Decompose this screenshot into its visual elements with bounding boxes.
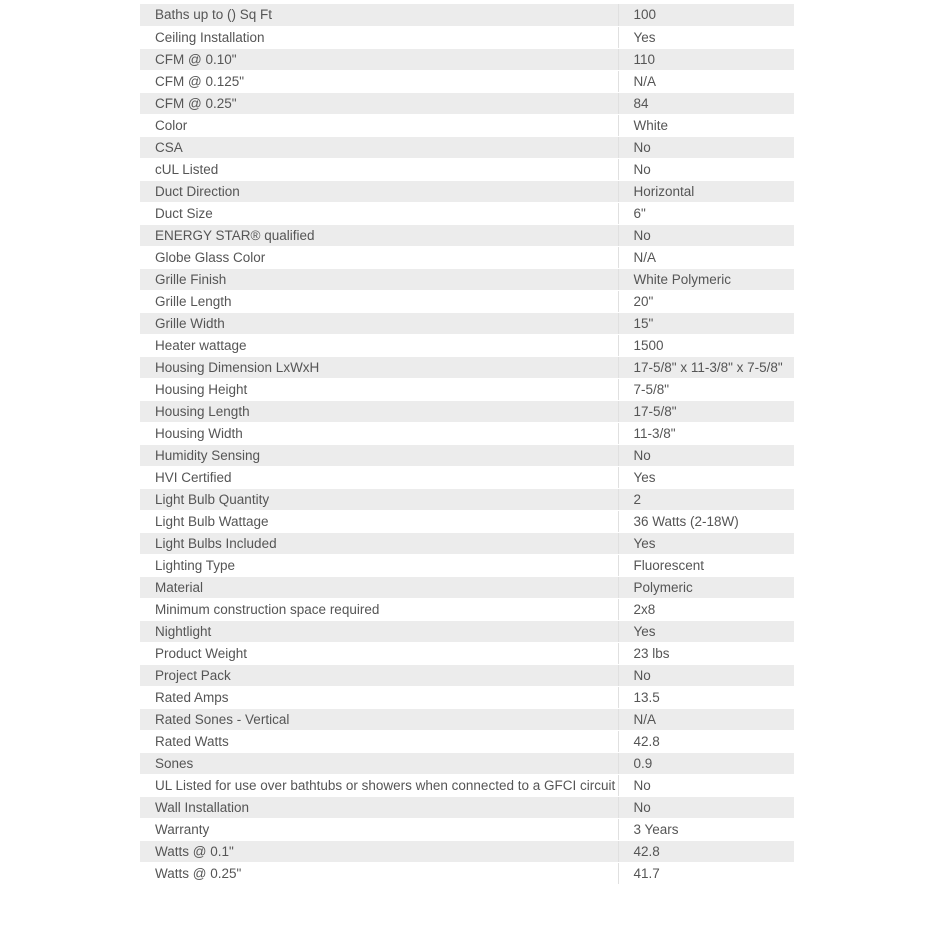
spec-row xyxy=(140,224,794,246)
spec-value: No xyxy=(618,158,794,180)
spec-value: Yes xyxy=(618,620,794,642)
spec-value: N/A xyxy=(618,246,794,268)
spec-row xyxy=(140,642,794,664)
spec-value: 110 xyxy=(618,48,794,70)
spec-label: Product Weight xyxy=(140,642,618,664)
spec-value: 1500 xyxy=(618,334,794,356)
spec-value: N/A xyxy=(618,70,794,92)
spec-label: cUL Listed xyxy=(140,158,618,180)
spec-row xyxy=(140,730,794,752)
spec-row xyxy=(140,554,794,576)
spec-label: Lighting Type xyxy=(140,554,618,576)
spec-row xyxy=(140,686,794,708)
spec-label: Rated Sones - Vertical xyxy=(140,708,618,730)
spec-label: Duct Direction xyxy=(140,180,618,202)
spec-label: Grille Width xyxy=(140,312,618,334)
spec-label: Material xyxy=(140,576,618,598)
spec-value: 6" xyxy=(618,202,794,224)
spec-label: Housing Length xyxy=(140,400,618,422)
spec-label: CFM @ 0.10" xyxy=(140,48,618,70)
spec-row xyxy=(140,532,794,554)
spec-label: Watts @ 0.25" xyxy=(140,862,618,884)
spec-value: 84 xyxy=(618,92,794,114)
spec-value: No xyxy=(618,774,794,796)
spec-row xyxy=(140,70,794,92)
spec-row xyxy=(140,48,794,70)
spec-label: CSA xyxy=(140,136,618,158)
spec-value: 42.8 xyxy=(618,840,794,862)
spec-label: Sones xyxy=(140,752,618,774)
spec-value: No xyxy=(618,664,794,686)
spec-label: ENERGY STAR® qualified xyxy=(140,224,618,246)
spec-value: 13.5 xyxy=(618,686,794,708)
spec-value: No xyxy=(618,224,794,246)
spec-row xyxy=(140,136,794,158)
spec-value: 41.7 xyxy=(618,862,794,884)
spec-label: Grille Finish xyxy=(140,268,618,290)
spec-value: No xyxy=(618,444,794,466)
spec-value: 100 xyxy=(618,4,794,26)
spec-value: Yes xyxy=(618,26,794,48)
spec-row xyxy=(140,246,794,268)
spec-row xyxy=(140,466,794,488)
spec-label: Light Bulb Wattage xyxy=(140,510,618,532)
spec-label: Minimum construction space required xyxy=(140,598,618,620)
spec-label: Color xyxy=(140,114,618,136)
spec-row xyxy=(140,268,794,290)
spec-label: HVI Certified xyxy=(140,466,618,488)
spec-label: Light Bulb Quantity xyxy=(140,488,618,510)
spec-value: 36 Watts (2-18W) xyxy=(618,510,794,532)
spec-row xyxy=(140,598,794,620)
spec-row xyxy=(140,356,794,378)
spec-label: Wall Installation xyxy=(140,796,618,818)
spec-value: 15" xyxy=(618,312,794,334)
spec-value: Fluorescent xyxy=(618,554,794,576)
spec-value: 0.9 xyxy=(618,752,794,774)
spec-row xyxy=(140,26,794,48)
spec-row xyxy=(140,444,794,466)
spec-label: Warranty xyxy=(140,818,618,840)
spec-row xyxy=(140,334,794,356)
spec-row xyxy=(140,4,794,26)
spec-label: Rated Amps xyxy=(140,686,618,708)
spec-value: No xyxy=(618,796,794,818)
spec-value: Yes xyxy=(618,532,794,554)
specifications-table xyxy=(140,4,794,885)
spec-row xyxy=(140,202,794,224)
spec-row xyxy=(140,510,794,532)
spec-value: 17-5/8" x 11-3/8" x 7-5/8" xyxy=(618,356,794,378)
spec-value: Polymeric xyxy=(618,576,794,598)
spec-row xyxy=(140,400,794,422)
spec-row xyxy=(140,774,794,796)
spec-value: 23 lbs xyxy=(618,642,794,664)
spec-label: Globe Glass Color xyxy=(140,246,618,268)
spec-value: 11-3/8" xyxy=(618,422,794,444)
spec-label: Housing Dimension LxWxH xyxy=(140,356,618,378)
spec-row xyxy=(140,708,794,730)
specifications-table-body xyxy=(140,4,794,884)
spec-value: 7-5/8" xyxy=(618,378,794,400)
spec-value: Yes xyxy=(618,466,794,488)
spec-row xyxy=(140,664,794,686)
spec-row xyxy=(140,862,794,884)
spec-row xyxy=(140,488,794,510)
spec-label: Grille Length xyxy=(140,290,618,312)
spec-label: Baths up to () Sq Ft xyxy=(140,4,618,26)
spec-label: CFM @ 0.125" xyxy=(140,70,618,92)
spec-value: No xyxy=(618,136,794,158)
spec-label: Light Bulbs Included xyxy=(140,532,618,554)
spec-value: 17-5/8" xyxy=(618,400,794,422)
spec-label: Humidity Sensing xyxy=(140,444,618,466)
spec-label: Ceiling Installation xyxy=(140,26,618,48)
spec-row xyxy=(140,840,794,862)
spec-value: 2x8 xyxy=(618,598,794,620)
spec-value: White xyxy=(618,114,794,136)
spec-value: 42.8 xyxy=(618,730,794,752)
spec-value: 3 Years xyxy=(618,818,794,840)
spec-value: White Polymeric xyxy=(618,268,794,290)
spec-row xyxy=(140,180,794,202)
spec-row xyxy=(140,796,794,818)
spec-label: CFM @ 0.25" xyxy=(140,92,618,114)
spec-row xyxy=(140,752,794,774)
spec-row xyxy=(140,620,794,642)
spec-value: N/A xyxy=(618,708,794,730)
spec-label: Nightlight xyxy=(140,620,618,642)
spec-label: UL Listed for use over bathtubs or showers when connected to a GFCI circuit xyxy=(140,774,618,796)
spec-label: Project Pack xyxy=(140,664,618,686)
spec-value: 2 xyxy=(618,488,794,510)
spec-label: Housing Height xyxy=(140,378,618,400)
spec-row xyxy=(140,114,794,136)
spec-label: Watts @ 0.1" xyxy=(140,840,618,862)
spec-label: Heater wattage xyxy=(140,334,618,356)
spec-value: 20" xyxy=(618,290,794,312)
spec-label: Duct Size xyxy=(140,202,618,224)
spec-value: Horizontal xyxy=(618,180,794,202)
spec-row xyxy=(140,576,794,598)
spec-row xyxy=(140,422,794,444)
spec-row xyxy=(140,312,794,334)
spec-row xyxy=(140,92,794,114)
spec-label: Housing Width xyxy=(140,422,618,444)
spec-row xyxy=(140,378,794,400)
spec-row xyxy=(140,290,794,312)
spec-label: Rated Watts xyxy=(140,730,618,752)
spec-row xyxy=(140,818,794,840)
spec-row xyxy=(140,158,794,180)
